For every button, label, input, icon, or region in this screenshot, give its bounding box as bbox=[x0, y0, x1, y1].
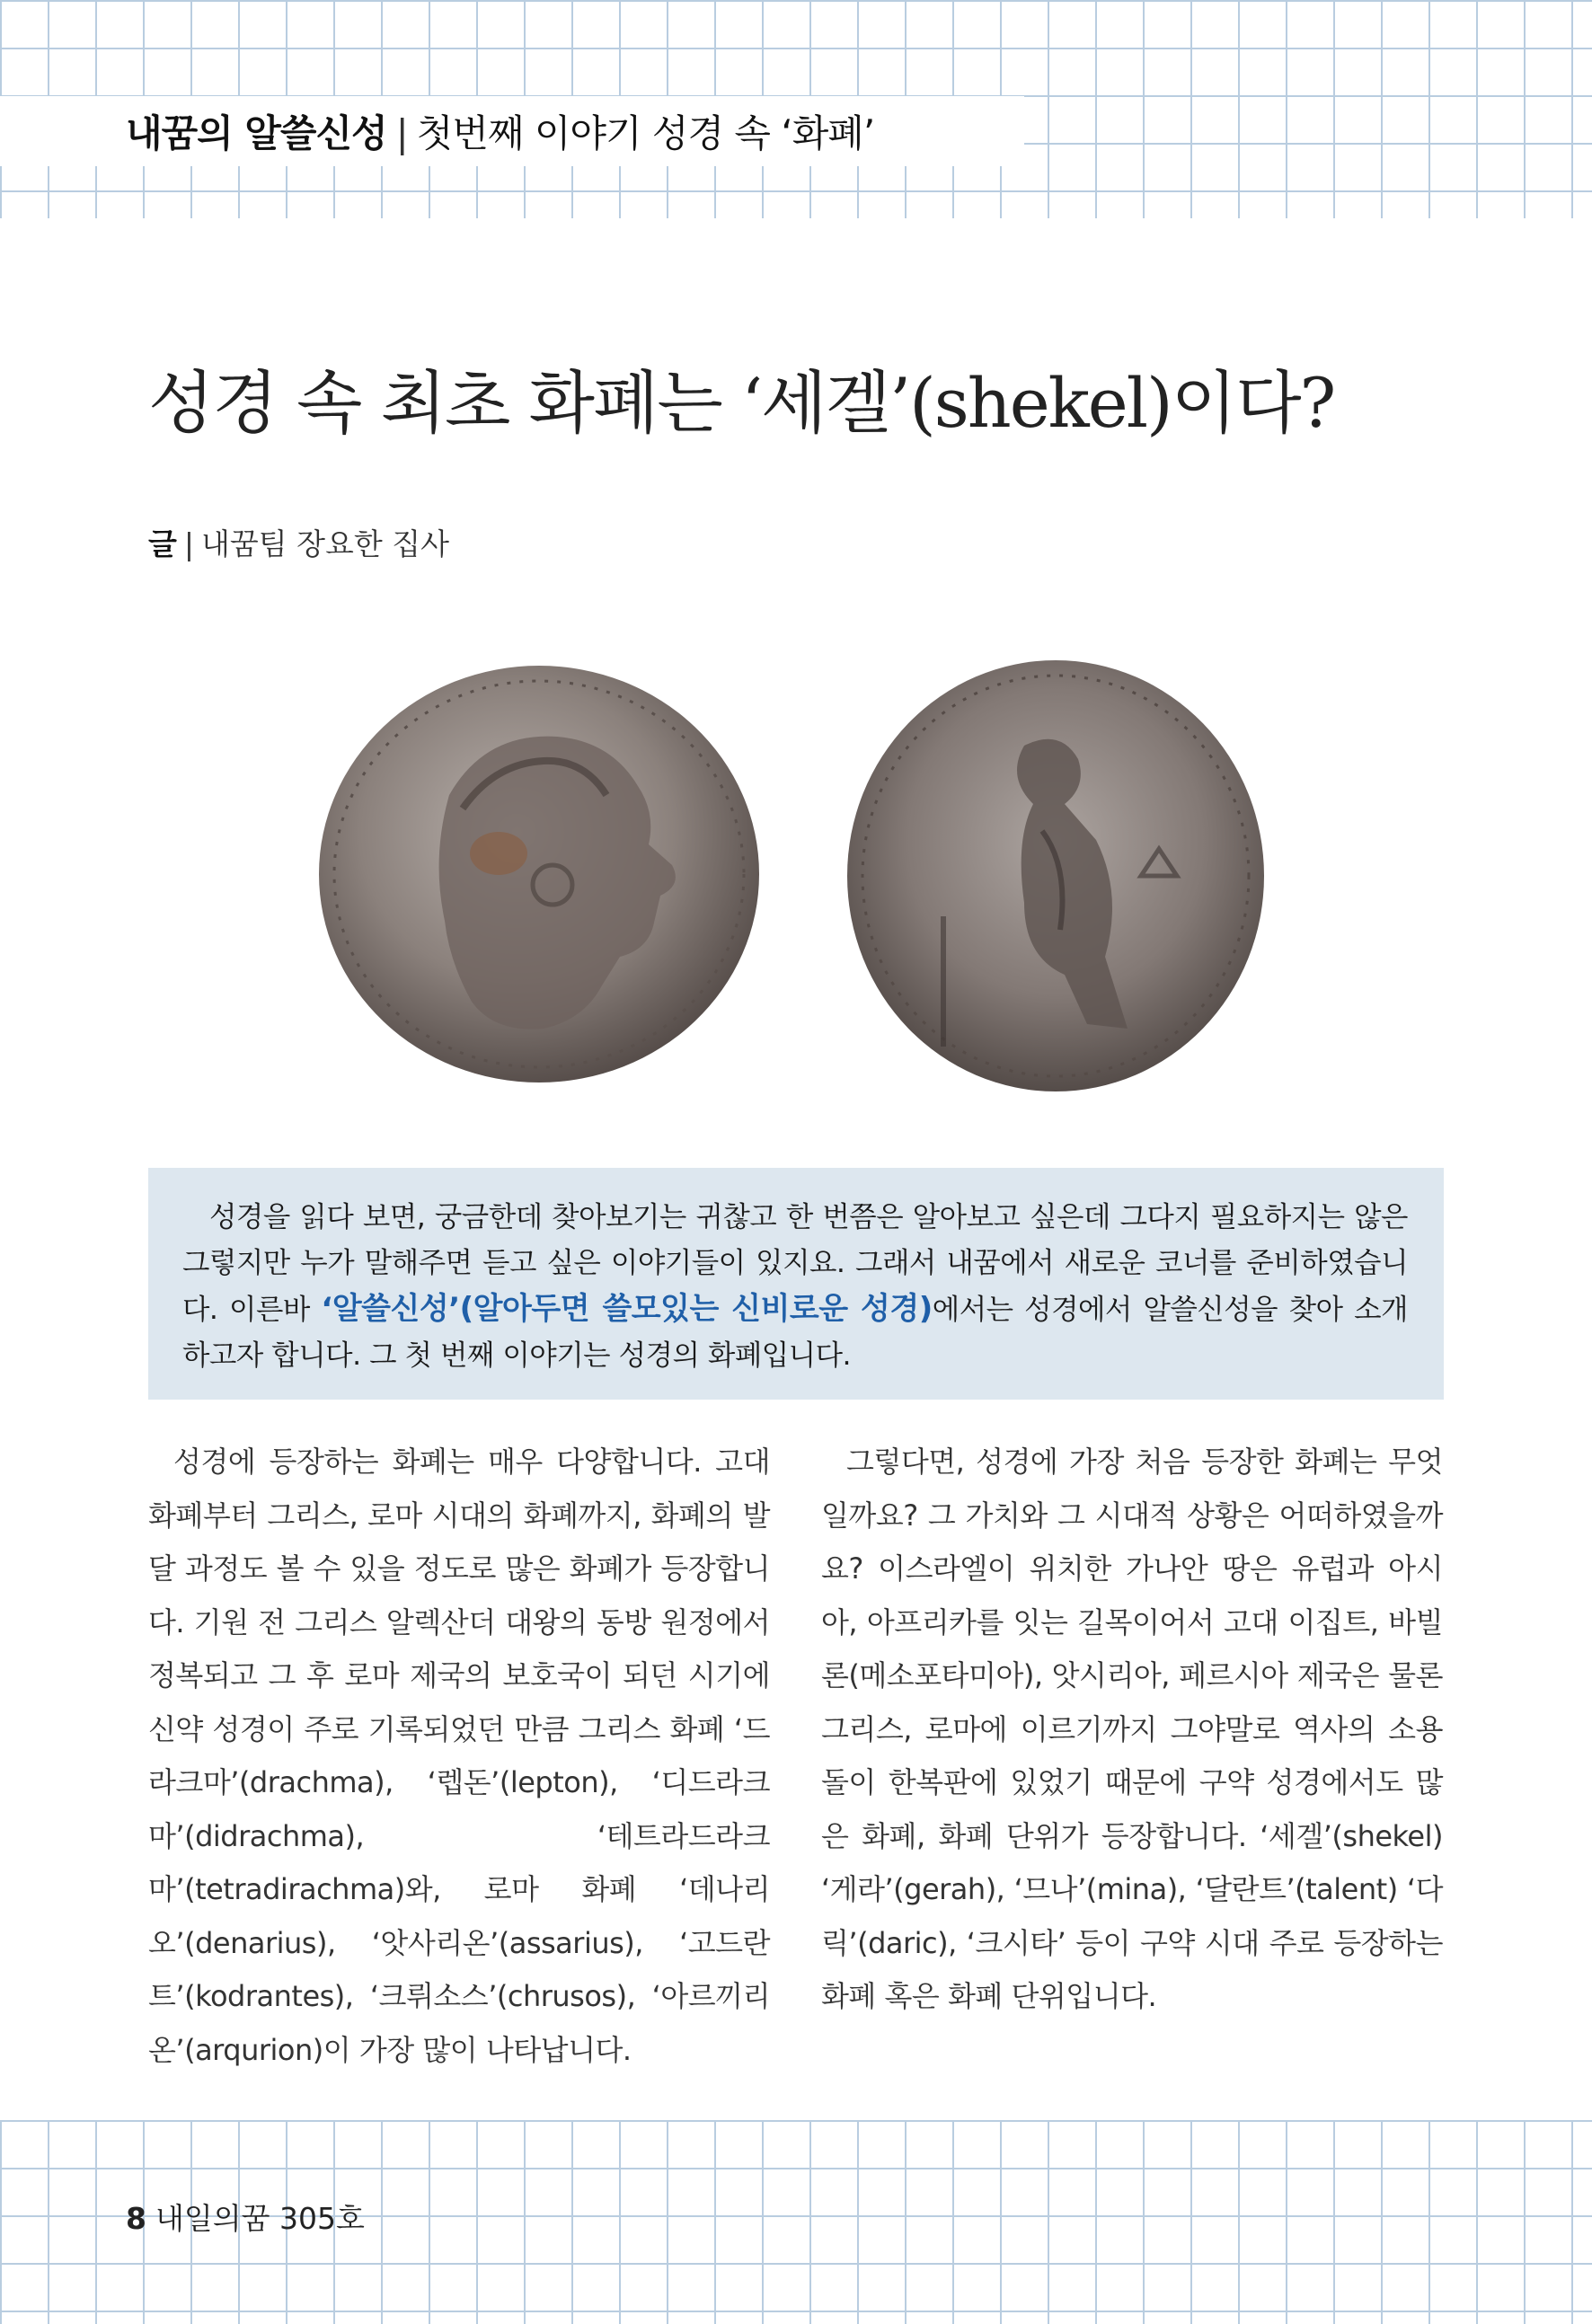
article-title: 성경 속 최초 화폐는 ‘세겔’(shekel)이다? bbox=[148, 363, 1335, 443]
section-header bbox=[126, 104, 874, 158]
coin-photo bbox=[314, 660, 1285, 1100]
intro-text bbox=[182, 1195, 1408, 1379]
header-separator: | bbox=[395, 111, 408, 155]
body-column-right: 그렇다면, 성경에 가장 처음 등장한 화폐는 무엇일까요? 그 가치와 그 시대적 상황은 어떠하였을까요? 이스라엘이 위치한 가나안 땅은 유럽과 아시아, 아프리카를 잇는 길목이어서 고대 이집트, 바빌론(메소포타미아), 앗시리아, 페르시아 제국은 물론 그리스, 로마에 이르기까지 그야말로 역사의 소용돌이 한복판에 있었기 때문에 구약 성경에서도 많은 화폐, 화폐 단위가 등장합니다. ‘세겔’(shekel) ‘게라’(gerah), ‘므나’(mina), ‘달란트’(talent) ‘다릭’(daric), ‘크시타’ 등이 구약 시대 주로 등장하는 화폐 혹은 화폐 단위입니다. bbox=[821, 1445, 1443, 2013]
body-column-left: 성경에 등장하는 화폐는 매우 다양합니다. 고대 화폐부터 그리스, 로마 시대의 화폐까지, 화폐의 발달 과정도 볼 수 있을 정도로 많은 화폐가 등장합니다. 기원 전 그리스 알렉산더 대왕의 동방 원정에서 정복되고 그 후 로마 제국의 보호국이 되던 시기에 신약 성경이 주로 기록되었던 만큼 그리스 화폐 ‘드라크마’(drachma), ‘렙돈’(lepton), ‘디드라크마’(didrachma), ‘테트라드라크마’(tetradirachma)와, 로마 화폐 ‘데나리오’(denarius), ‘앗사리온’(assarius), ‘고드란트’(kodrantes), ‘크뤼소스’(chrusos), ‘아르끼리온’(arqurion)이 가장 많이 나타납니다. bbox=[148, 1445, 770, 2067]
byline bbox=[148, 521, 449, 563]
byline-separator: | bbox=[183, 526, 195, 561]
intro-text-after: 에서는 성경에서 알쓸신성을 찾아 소개하고자 합니다. 그 첫 번째 이야기는 성경의 화폐입니다. bbox=[182, 1294, 1408, 1372]
episode-title: 첫번째 이야기 성경 속 ‘화폐’ bbox=[416, 111, 875, 155]
page-number: 8 bbox=[126, 2201, 146, 2236]
intro-box bbox=[148, 1168, 1444, 1400]
coin-obverse bbox=[319, 666, 759, 1082]
publication-name: 내일의꿈 305호 bbox=[155, 2201, 365, 2236]
page-footer bbox=[126, 2196, 365, 2238]
byline-author: 내꿈팀 장요한 집사 bbox=[201, 526, 450, 561]
byline-label: 글 bbox=[148, 526, 177, 561]
intro-highlight: ‘알쓸신성’(알아두면 쓸모있는 신비로운 성경) bbox=[321, 1291, 933, 1327]
series-name: 내꿈의 알쓸신성 bbox=[126, 111, 387, 155]
intro-text-before: 성경을 읽다 보면, 궁금한데 찾아보기는 귀찮고 한 번쯤은 알아보고 싶은데 그다지 필요하지는 않은 그렇지만 누가 말해주면 듣고 싶은 이야기들이 있지요. 그래서 내꿈에서 새로운 코너를 준비하였습니다. 이른바 bbox=[182, 1201, 1408, 1326]
coin-reverse bbox=[847, 660, 1264, 1091]
